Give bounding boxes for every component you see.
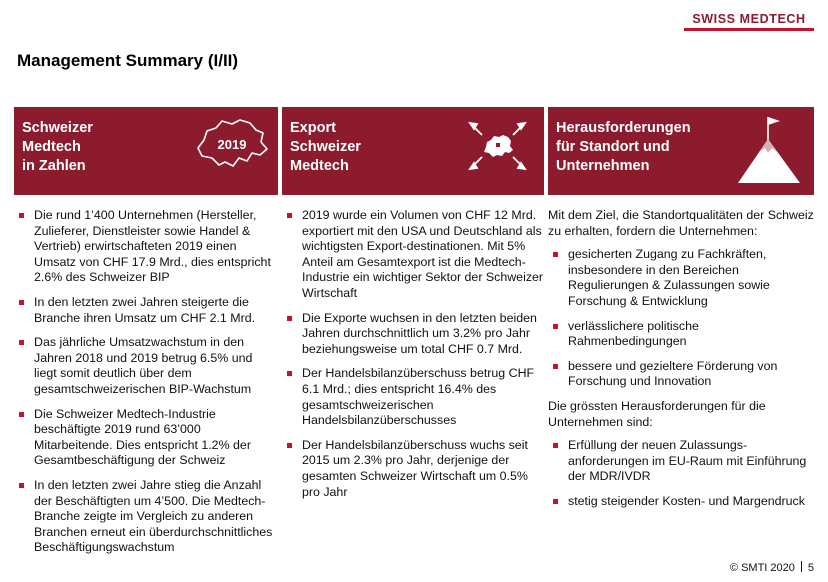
intro-text: Die grössten Herausforderungen für die Unternehmen sind: bbox=[548, 398, 766, 429]
column-header bbox=[14, 107, 278, 195]
brand-underline bbox=[684, 28, 814, 31]
mountain-flag-icon bbox=[734, 111, 806, 187]
bullet-list bbox=[282, 208, 544, 500]
column-export bbox=[282, 107, 544, 509]
bullet-item: Der Handelsbilanzüberschuss wuchs seit 2015 um 2.3% pro Jahr, derjenige der gesamten Schweizer Wirtschaft um 0.5% pro Jahr bbox=[282, 438, 544, 500]
map-year-label: 2019 bbox=[217, 137, 247, 152]
bullet-item: Die rund 1’400 Unternehmen (Hersteller, Zulieferer, Dienstleister sowie Handel & Vertrieb) erwirtschafteten 2019 einen Umsatz von CHF 17.9 Mrd., dies entspricht 2.6% des Schweizer BIP bbox=[14, 208, 278, 286]
column-title-line: Export bbox=[290, 120, 336, 136]
copyright: © SMTI 2020 bbox=[729, 562, 795, 574]
column-title-line: Herausforderungen bbox=[556, 120, 691, 136]
page-title: Management Summary (I/II) bbox=[17, 51, 239, 70]
bullet-item: 2019 wurde ein Volumen von CHF 12 Mrd. exportiert mit den USA und Deutschland als wichtigsten Export-destinationen. Mit 5% Anteil am Gesamtexport ist die Medtech-Industrie ein wichtiger Sektor der Schweizer Wirtschaft bbox=[282, 208, 544, 302]
column-title-line: in Zahlen bbox=[22, 158, 86, 174]
bullet-item: Der Handelsbilanzüberschuss betrug CHF 6.1 Mrd.; dies entspricht 16.4% des gesamtschweizerischen Handelsbilanzüberschusses bbox=[282, 366, 544, 428]
column-title-line: Medtech bbox=[290, 158, 349, 174]
column-header bbox=[548, 107, 814, 195]
export-map-icon bbox=[465, 115, 531, 173]
column-body bbox=[282, 195, 544, 500]
bullet-item: Das jährliche Umsatzwachstum in den Jahren 2018 und 2019 betrug 6.5% und liegt somit deutlich über dem gesamtschweizerischen BIP-Wachstum bbox=[14, 335, 278, 397]
column-title-line: Schweizer bbox=[22, 120, 93, 136]
column-title-line: Medtech bbox=[22, 139, 81, 155]
footer-separator bbox=[801, 561, 802, 572]
column-title bbox=[22, 119, 93, 176]
switzerland-map-icon bbox=[190, 113, 272, 173]
brand-logo bbox=[684, 12, 814, 31]
column-body bbox=[14, 195, 278, 556]
column-body bbox=[548, 195, 814, 510]
bullet-item: stetig steigender Kosten- und Margendruck bbox=[548, 494, 814, 510]
column-medtech-numbers bbox=[14, 107, 278, 565]
column-title bbox=[290, 119, 361, 176]
column-title bbox=[556, 119, 691, 176]
column-challenges bbox=[548, 107, 814, 519]
bullet-item: Die Schweizer Medtech-Industrie beschäftigte 2019 rund 63’000 Mitarbeitende. Dies entspricht 1.2% der Gesamtbeschäftigung der Schweiz bbox=[14, 407, 278, 469]
bullet-list bbox=[14, 208, 278, 556]
bullet-item: In den letzten zwei Jahren steigerte die Branche ihren Umsatz um CHF 2.1 Mrd. bbox=[14, 295, 278, 326]
bullet-item: bessere und gezieltere Förderung von Forschung und Innovation bbox=[548, 359, 814, 390]
bullet-item: gesicherten Zugang zu Fachkräften, insbesondere in den Bereichen Regulierungen & Zulassungen sowie Forschung & Entwicklung bbox=[548, 247, 814, 309]
column-title-line: für Standort und bbox=[556, 139, 670, 155]
bullet-item: Erfüllung der neuen Zulassungs-anforderungen im EU-Raum mit Einführung der MDR/IVDR bbox=[548, 438, 814, 485]
column-title-line: Schweizer bbox=[290, 139, 361, 155]
intro-text: Mit dem Ziel, die Standortqualitäten der Schweiz zu erhalten, fordern die Unternehmen: bbox=[548, 208, 814, 238]
page-number: 5 bbox=[807, 562, 814, 574]
bullet-item: Die Exporte wuchsen in den letzten beiden Jahren durchschnittlich um 3.2% pro Jahr beziehungsweise um total CHF 0.7 Mrd. bbox=[282, 311, 544, 358]
bullet-list bbox=[548, 438, 814, 509]
brand-name: SWISS MEDTECH bbox=[692, 12, 806, 26]
bullet-list bbox=[548, 247, 814, 390]
bullet-item: verlässlichere politische Rahmenbedingungen bbox=[548, 319, 814, 350]
footer bbox=[730, 561, 814, 574]
column-title-line: Unternehmen bbox=[556, 158, 650, 174]
bullet-item: In den letzten zwei Jahre stieg die Anzahl der Beschäftigten um 4’500. Die Medtech-Branche zeigte im Vergleich zu anderen Branchen erneut ein überdurchschnittliches Beschäftigungswachstum bbox=[14, 478, 278, 556]
column-header bbox=[282, 107, 544, 195]
